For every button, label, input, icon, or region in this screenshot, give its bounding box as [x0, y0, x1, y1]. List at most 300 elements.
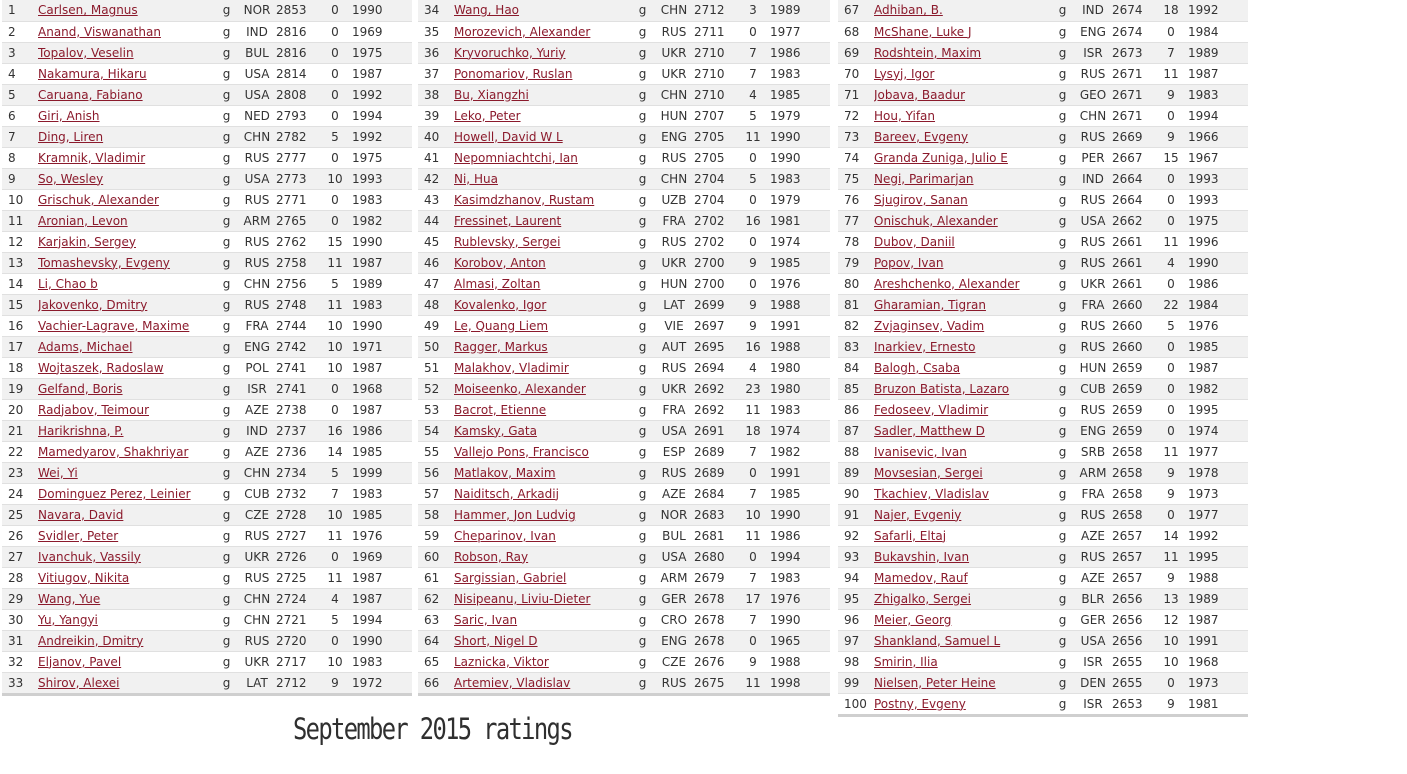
player-name-link[interactable]: Kasimdzhanov, Rustam	[454, 192, 595, 207]
player-name-cell	[38, 336, 215, 357]
rank: 86	[838, 399, 874, 420]
player-name-cell	[454, 420, 631, 441]
player-name-cell	[454, 63, 631, 84]
rank: 35	[418, 21, 454, 42]
player-name-link[interactable]: Moiseenko, Alexander	[454, 381, 586, 396]
player-name-cell	[874, 168, 1051, 189]
table-row	[418, 315, 830, 336]
player-name-link[interactable]: Artemiev, Vladislav	[454, 675, 571, 690]
rating: 2700	[694, 252, 736, 273]
table-row	[2, 315, 412, 336]
player-name-link[interactable]: Leko, Peter	[454, 108, 521, 123]
federation: HUN	[654, 105, 694, 126]
rank: 7	[2, 126, 38, 147]
rank: 42	[418, 168, 454, 189]
rank: 97	[838, 630, 874, 651]
player-name-cell	[38, 567, 215, 588]
table-row	[2, 651, 412, 672]
player-name-link[interactable]: Smirin, Ilia	[874, 654, 938, 669]
player-name-link[interactable]: Shankland, Samuel L	[874, 633, 1001, 648]
player-name-link[interactable]: Korobov, Anton	[454, 255, 546, 270]
federation: FRA	[654, 399, 694, 420]
title: g	[215, 210, 238, 231]
player-name-cell	[874, 126, 1051, 147]
federation: FRA	[1074, 483, 1112, 504]
player-name-link[interactable]: Anand, Viswanathan	[38, 24, 161, 39]
player-name-link[interactable]: Kramnik, Vladimir	[38, 150, 146, 165]
player-name-link[interactable]: McShane, Luke J	[874, 24, 972, 39]
rating: 2717	[276, 651, 318, 672]
table-row	[2, 630, 412, 651]
rating: 2659	[1112, 357, 1154, 378]
player-name-link[interactable]: Movsesian, Sergei	[874, 465, 983, 480]
player-name-link[interactable]: Saric, Ivan	[454, 612, 518, 627]
player-name-link[interactable]: Wang, Yue	[38, 591, 101, 606]
player-name-cell	[454, 105, 631, 126]
player-name-link[interactable]: Ragger, Markus	[454, 339, 548, 354]
player-name-link[interactable]: Topalov, Veselin	[38, 45, 134, 60]
rating: 2694	[694, 357, 736, 378]
birth-year: 1981	[770, 210, 830, 231]
player-name-link[interactable]: Vitiugov, Nikita	[38, 570, 130, 585]
player-name-link[interactable]: Popov, Ivan	[874, 255, 944, 270]
title: g	[215, 588, 238, 609]
player-name-link[interactable]: Bareev, Evgeny	[874, 129, 969, 144]
player-name-link[interactable]: Grischuk, Alexander	[38, 192, 159, 207]
player-name-cell	[454, 336, 631, 357]
birth-year: 1986	[770, 42, 830, 63]
player-name-link[interactable]: Eljanov, Pavel	[38, 654, 122, 669]
birth-year: 1994	[352, 609, 412, 630]
player-name-link[interactable]: Zvjaginsev, Vadim	[874, 318, 985, 333]
player-name-link[interactable]: Ivanchuk, Vassily	[38, 549, 141, 564]
rating: 2705	[694, 126, 736, 147]
birth-year: 1990	[770, 609, 830, 630]
player-name-link[interactable]: Almasi, Zoltan	[454, 276, 541, 291]
federation: ARM	[654, 567, 694, 588]
player-name-link[interactable]: Svidler, Peter	[38, 528, 119, 543]
birth-year: 1977	[770, 21, 830, 42]
player-name-link[interactable]: Howell, David W L	[454, 129, 563, 144]
rating: 2758	[276, 252, 318, 273]
title: g	[215, 0, 238, 21]
player-name-link[interactable]: Le, Quang Liem	[454, 318, 549, 333]
birth-year: 1983	[1188, 84, 1248, 105]
games: 0	[1154, 336, 1188, 357]
player-name-link[interactable]: Morozevich, Alexander	[454, 24, 591, 39]
player-name-link[interactable]: Zhigalko, Sergei	[874, 591, 972, 606]
title: g	[1051, 105, 1074, 126]
table-row	[418, 84, 830, 105]
player-name-link[interactable]: Matlakov, Maxim	[454, 465, 556, 480]
player-name-link[interactable]: Kovalenko, Igor	[454, 297, 547, 312]
birth-year: 1969	[352, 546, 412, 567]
player-name-cell	[454, 504, 631, 525]
player-name-link[interactable]: Vallejo Pons, Francisco	[454, 444, 589, 459]
player-name-link[interactable]: Gharamian, Tigran	[874, 297, 986, 312]
player-name-link[interactable]: Negi, Parimarjan	[874, 171, 974, 186]
rating: 2657	[1112, 567, 1154, 588]
title: g	[631, 399, 654, 420]
player-name-link[interactable]: Naiditsch, Arkadij	[454, 486, 559, 501]
player-name-link[interactable]: Meier, Georg	[874, 612, 952, 627]
title: g	[215, 525, 238, 546]
table-row	[838, 189, 1248, 210]
player-name-cell	[874, 21, 1051, 42]
federation: RUS	[238, 147, 276, 168]
birth-year: 1996	[1188, 231, 1248, 252]
birth-year: 1988	[770, 651, 830, 672]
title: g	[215, 336, 238, 357]
games: 15	[318, 231, 352, 252]
federation: ISR	[1074, 693, 1112, 715]
player-name-link[interactable]: Lysyj, Igor	[874, 66, 935, 81]
rank: 41	[418, 147, 454, 168]
games: 0	[318, 21, 352, 42]
title: g	[1051, 84, 1074, 105]
rank: 36	[418, 42, 454, 63]
player-name-cell	[38, 630, 215, 651]
player-name-link[interactable]: Tkachiev, Vladislav	[874, 486, 989, 501]
caption-text: September 2015 ratings	[293, 712, 572, 746]
birth-year: 1968	[1188, 651, 1248, 672]
rank: 90	[838, 483, 874, 504]
rating: 2659	[1112, 420, 1154, 441]
rating: 2741	[276, 357, 318, 378]
table-row	[418, 42, 830, 63]
federation: ESP	[654, 441, 694, 462]
table-row	[418, 672, 830, 694]
player-name-link[interactable]: Mamedyarov, Shakhriyar	[38, 444, 189, 459]
player-name-cell	[874, 525, 1051, 546]
player-name-link[interactable]: Robson, Ray	[454, 549, 529, 564]
federation: RUS	[238, 525, 276, 546]
birth-year: 1976	[770, 273, 830, 294]
player-name-link[interactable]: Cheparinov, Ivan	[454, 528, 556, 543]
table-row	[838, 483, 1248, 504]
player-name-link[interactable]: Wojtaszek, Radoslaw	[38, 360, 164, 375]
rating: 2656	[1112, 588, 1154, 609]
player-name-link[interactable]: Granda Zuniga, Julio E	[874, 150, 1008, 165]
rating: 2674	[1112, 21, 1154, 42]
table-row	[2, 105, 412, 126]
rating: 2678	[694, 588, 736, 609]
title: g	[215, 672, 238, 694]
player-name-link[interactable]: Onischuk, Alexander	[874, 213, 998, 228]
rating: 2741	[276, 378, 318, 399]
federation: RUS	[1074, 315, 1112, 336]
player-name-link[interactable]: Sargissian, Gabriel	[454, 570, 567, 585]
federation: ENG	[238, 336, 276, 357]
player-name-cell	[38, 609, 215, 630]
federation: CHN	[238, 609, 276, 630]
rank: 2	[2, 21, 38, 42]
player-name-link[interactable]: Li, Chao b	[38, 276, 98, 291]
player-name-link[interactable]: Adhiban, B.	[874, 3, 943, 18]
rating: 2671	[1112, 105, 1154, 126]
player-name-link[interactable]: Jobava, Baadur	[874, 87, 966, 102]
rating: 2732	[276, 483, 318, 504]
table-row	[838, 21, 1248, 42]
rank: 80	[838, 273, 874, 294]
birth-year: 1985	[770, 252, 830, 273]
games: 9	[1154, 462, 1188, 483]
games: 0	[736, 273, 770, 294]
player-name-link[interactable]: Ivanisevic, Ivan	[874, 444, 967, 459]
rank: 52	[418, 378, 454, 399]
rank: 1	[2, 0, 38, 21]
rating: 2664	[1112, 189, 1154, 210]
player-name-link[interactable]: Hou, Yifan	[874, 108, 936, 123]
player-name-link[interactable]: Hammer, Jon Ludvig	[454, 507, 576, 522]
player-name-link[interactable]: Ni, Hua	[454, 171, 498, 186]
birth-year: 1991	[1188, 630, 1248, 651]
games: 0	[736, 546, 770, 567]
title: g	[631, 651, 654, 672]
title: g	[1051, 609, 1074, 630]
birth-year: 1988	[770, 294, 830, 315]
player-name-cell	[38, 168, 215, 189]
title: g	[215, 189, 238, 210]
player-name-cell	[874, 630, 1051, 651]
federation: UKR	[654, 252, 694, 273]
federation: RUS	[238, 630, 276, 651]
player-name-cell	[38, 252, 215, 273]
player-name-link[interactable]: Kamsky, Gata	[454, 423, 537, 438]
player-name-link[interactable]: Laznicka, Viktor	[454, 654, 549, 669]
games: 11	[1154, 231, 1188, 252]
rank: 50	[418, 336, 454, 357]
player-name-link[interactable]: Ponomariov, Ruslan	[454, 66, 573, 81]
games: 16	[736, 210, 770, 231]
title: g	[631, 315, 654, 336]
federation: UKR	[654, 42, 694, 63]
player-name-link[interactable]: Wei, Yi	[38, 465, 78, 480]
player-name-link[interactable]: Rublevsky, Sergei	[454, 234, 561, 249]
rank: 74	[838, 147, 874, 168]
table-row	[838, 210, 1248, 231]
federation: AUT	[654, 336, 694, 357]
player-name-cell	[454, 0, 631, 21]
birth-year: 1985	[1188, 336, 1248, 357]
games: 0	[318, 546, 352, 567]
player-name-cell	[454, 357, 631, 378]
games: 7	[736, 567, 770, 588]
player-name-link[interactable]: So, Wesley	[38, 171, 104, 186]
rating: 2700	[694, 273, 736, 294]
player-name-link[interactable]: Inarkiev, Ernesto	[874, 339, 976, 354]
title: g	[215, 147, 238, 168]
games: 0	[1154, 273, 1188, 294]
birth-year: 1977	[1188, 504, 1248, 525]
player-name-link[interactable]: Karjakin, Sergey	[38, 234, 136, 249]
games: 10	[1154, 651, 1188, 672]
player-name-cell	[38, 525, 215, 546]
player-name-cell	[454, 588, 631, 609]
title: g	[1051, 525, 1074, 546]
title: g	[215, 105, 238, 126]
player-name-link[interactable]: Dubov, Daniil	[874, 234, 955, 249]
games: 0	[318, 84, 352, 105]
birth-year: 1994	[770, 546, 830, 567]
player-name-cell	[454, 210, 631, 231]
games: 0	[1154, 378, 1188, 399]
player-name-link[interactable]: Safarli, Eltaj	[874, 528, 947, 543]
player-name-link[interactable]: Rodshtein, Maxim	[874, 45, 982, 60]
player-name-link[interactable]: Andreikin, Dmitry	[38, 633, 144, 648]
player-name-link[interactable]: Giri, Anish	[38, 108, 100, 123]
player-name-cell	[38, 189, 215, 210]
federation: RUS	[1074, 336, 1112, 357]
birth-year: 1971	[352, 336, 412, 357]
player-name-link[interactable]: Nepomniachtchi, Ian	[454, 150, 578, 165]
player-name-cell	[874, 693, 1051, 715]
title: g	[215, 63, 238, 84]
rank: 32	[2, 651, 38, 672]
player-name-link[interactable]: Nisipeanu, Liviu-Dieter	[454, 591, 591, 606]
rank: 69	[838, 42, 874, 63]
birth-year: 1982	[770, 441, 830, 462]
federation: USA	[1074, 630, 1112, 651]
title: g	[215, 546, 238, 567]
player-name-link[interactable]: Kryvoruchko, Yuriy	[454, 45, 566, 60]
player-name-link[interactable]: Aronian, Levon	[38, 213, 128, 228]
rank: 3	[2, 42, 38, 63]
rating: 2736	[276, 441, 318, 462]
title: g	[215, 84, 238, 105]
federation: AZE	[654, 483, 694, 504]
rating: 2660	[1112, 336, 1154, 357]
rank: 66	[418, 672, 454, 694]
player-name-link[interactable]: Nakamura, Hikaru	[38, 66, 147, 81]
player-name-link[interactable]: Bu, Xiangzhi	[454, 87, 529, 102]
table-row	[418, 504, 830, 525]
games: 16	[318, 420, 352, 441]
player-name-link[interactable]: Fressinet, Laurent	[454, 213, 562, 228]
rank: 98	[838, 651, 874, 672]
birth-year: 1988	[1188, 567, 1248, 588]
rating: 2726	[276, 546, 318, 567]
rating: 2667	[1112, 147, 1154, 168]
player-name-link[interactable]: Nielsen, Peter Heine	[874, 675, 996, 690]
rating: 2765	[276, 210, 318, 231]
table-row	[418, 231, 830, 252]
rating: 2658	[1112, 504, 1154, 525]
player-name-link[interactable]: Postny, Evgeny	[874, 696, 966, 711]
title: g	[1051, 420, 1074, 441]
player-name-link[interactable]: Gelfand, Boris	[38, 381, 123, 396]
rating: 2728	[276, 504, 318, 525]
player-name-link[interactable]: Jakovenko, Dmitry	[38, 297, 148, 312]
table-row	[2, 252, 412, 273]
player-name-cell	[874, 588, 1051, 609]
table-row	[2, 126, 412, 147]
player-name-link[interactable]: Vachier-Lagrave, Maxime	[38, 318, 190, 333]
player-name-cell	[874, 462, 1051, 483]
player-name-link[interactable]: Malakhov, Vladimir	[454, 360, 569, 375]
player-name-link[interactable]: Balogh, Csaba	[874, 360, 961, 375]
player-name-link[interactable]: Shirov, Alexei	[38, 675, 120, 690]
player-name-link[interactable]: Wang, Hao	[454, 3, 520, 18]
birth-year: 1985	[352, 441, 412, 462]
player-name-link[interactable]: Bruzon Batista, Lazaro	[874, 381, 1010, 396]
player-name-cell	[874, 315, 1051, 336]
games: 11	[736, 525, 770, 546]
title: g	[1051, 315, 1074, 336]
rank: 31	[2, 630, 38, 651]
player-name-link[interactable]: Ding, Liren	[38, 129, 104, 144]
player-name-cell	[38, 210, 215, 231]
player-name-link[interactable]: Sjugirov, Sanan	[874, 192, 968, 207]
federation: UKR	[654, 378, 694, 399]
player-name-link[interactable]: Short, Nigel D	[454, 633, 538, 648]
player-name-link[interactable]: Sadler, Matthew D	[874, 423, 985, 438]
title: g	[215, 294, 238, 315]
federation: RUS	[1074, 126, 1112, 147]
games: 17	[736, 588, 770, 609]
birth-year: 1987	[1188, 609, 1248, 630]
player-name-link[interactable]: Navara, David	[38, 507, 124, 522]
games: 0	[318, 147, 352, 168]
rank: 23	[2, 462, 38, 483]
birth-year: 1990	[770, 126, 830, 147]
games: 7	[1154, 42, 1188, 63]
table-row	[838, 546, 1248, 567]
rank: 58	[418, 504, 454, 525]
table-row	[2, 336, 412, 357]
title: g	[631, 546, 654, 567]
federation: CHN	[654, 84, 694, 105]
player-name-cell	[874, 378, 1051, 399]
title: g	[215, 252, 238, 273]
player-name-link[interactable]: Bukavshin, Ivan	[874, 549, 970, 564]
birth-year: 1998	[770, 672, 830, 694]
player-name-link[interactable]: Adams, Michael	[38, 339, 133, 354]
player-name-link[interactable]: Najer, Evgeniy	[874, 507, 962, 522]
player-name-link[interactable]: Carlsen, Magnus	[38, 3, 138, 18]
federation: IND	[1074, 0, 1112, 21]
player-name-link[interactable]: Dominguez Perez, Leinier	[38, 486, 191, 501]
player-name-link[interactable]: Fedoseev, Vladimir	[874, 402, 989, 417]
birth-year: 1990	[770, 147, 830, 168]
federation: AZE	[238, 399, 276, 420]
player-name-link[interactable]: Mamedov, Rauf	[874, 570, 968, 585]
player-name-cell	[38, 672, 215, 694]
games: 18	[1154, 0, 1188, 21]
games: 10	[736, 504, 770, 525]
federation: CHN	[238, 273, 276, 294]
table-row	[418, 294, 830, 315]
ratings-column-1	[2, 0, 412, 696]
rank: 10	[2, 189, 38, 210]
player-name-link[interactable]: Radjabov, Teimour	[38, 402, 149, 417]
player-name-link[interactable]: Harikrishna, P.	[38, 423, 124, 438]
title: g	[1051, 231, 1074, 252]
games: 4	[736, 84, 770, 105]
federation: CUB	[238, 483, 276, 504]
rating: 2702	[694, 231, 736, 252]
player-name-link[interactable]: Yu, Yangyi	[38, 612, 98, 627]
player-name-link[interactable]: Caruana, Fabiano	[38, 87, 143, 102]
games: 10	[318, 651, 352, 672]
rating: 2695	[694, 336, 736, 357]
ratings-column-2	[418, 0, 830, 696]
player-name-link[interactable]: Areshchenko, Alexander	[874, 276, 1020, 291]
player-name-link[interactable]: Tomashevsky, Evgeny	[38, 255, 170, 270]
player-name-link[interactable]: Bacrot, Etienne	[454, 402, 547, 417]
rank: 76	[838, 189, 874, 210]
player-name-cell	[454, 483, 631, 504]
